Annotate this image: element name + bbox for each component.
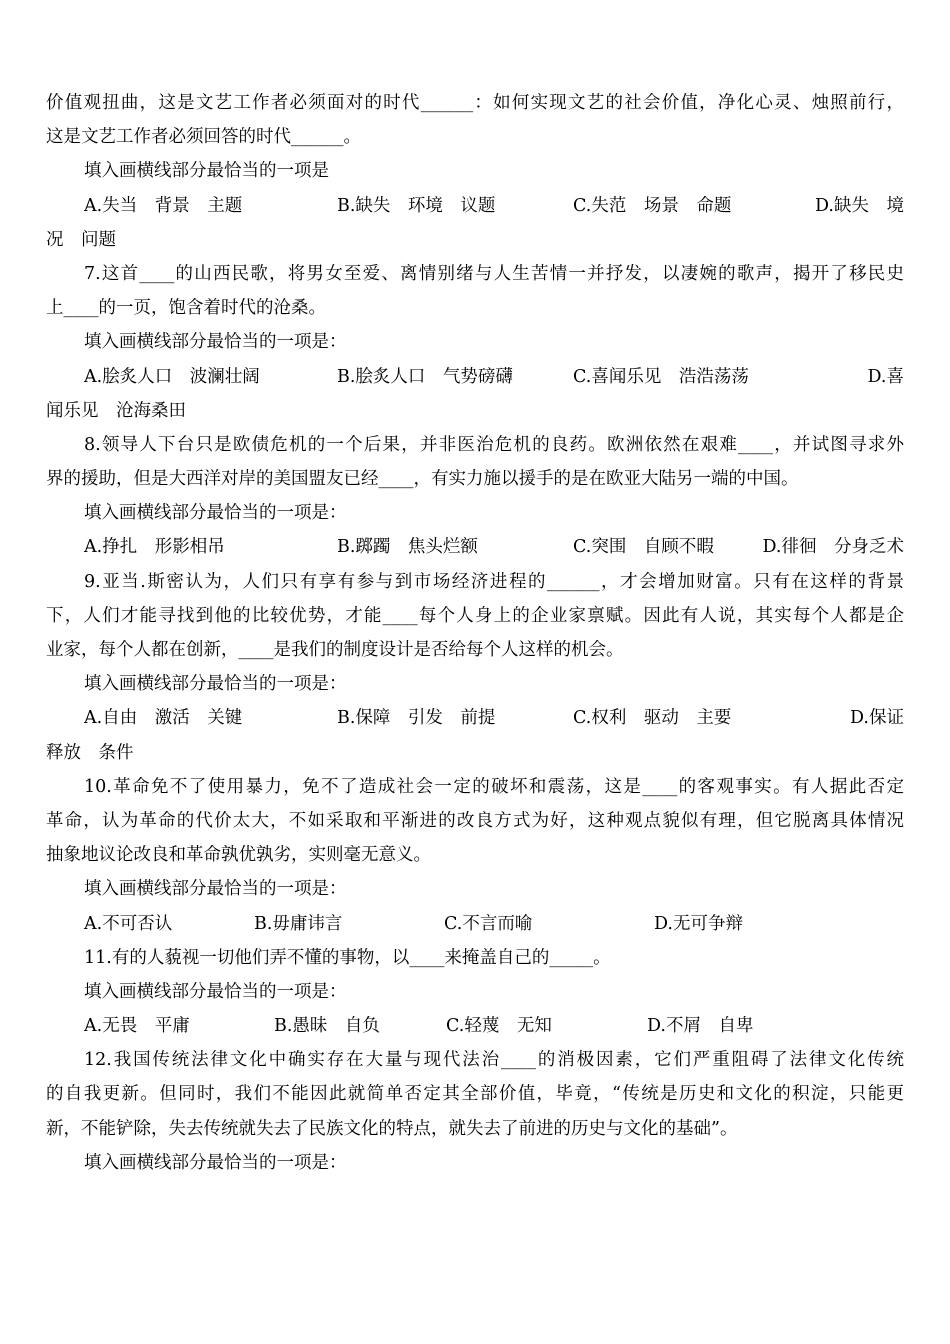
text-line: 上____的一页，饱含着时代的沧桑。	[46, 298, 326, 319]
answer-options	[46, 530, 904, 564]
text-line: 填入画横线部分最恰当的一项是：	[84, 674, 347, 695]
text-line: 这是文艺工作者必须回答的时代______。	[46, 127, 361, 148]
text-line: 7.这首____的山西民歌，将男女至爱、离情别绪与人生苦情一并抒发，以凄婉的歌声，揭开了移民史	[84, 263, 904, 284]
answer-options	[46, 701, 904, 735]
answer-option: D.保证	[850, 708, 904, 729]
answer-options	[46, 907, 904, 941]
text-line: 10.革命免不了使用暴力，免不了造成社会一定的破坏和震荡，这是____的客观事实。有人据此否定	[84, 776, 904, 797]
text-line: 填入画横线部分最恰当的一项是：	[84, 332, 347, 353]
text-line: 9.亚当.斯密认为，人们只有享有参与到市场经济进程的______，才会增加财富。只有在这样的背景	[84, 571, 904, 592]
text-line: 11.有的人藐视一切他们弄不懂的事物，以____来掩盖自己的_____。	[84, 947, 611, 968]
answer-option: B.踯躅 焦头烂额	[337, 537, 478, 558]
text-line: 12.我国传统法律文化中确实存在大量与现代法治____的消极因素，它们严重阻碍了法律文化传统	[84, 1050, 904, 1071]
text-line: 填入画横线部分最恰当的一项是：	[84, 879, 347, 900]
answer-options	[46, 1009, 904, 1043]
answer-option: B.愚昧 自负	[274, 1016, 380, 1037]
text-line: 填入画横线部分最恰当的一项是：	[84, 1152, 347, 1173]
text-line: 新，不能铲除，失去传统就失去了民族文化的特点，就失去了前进的历史与文化的基础”。	[46, 1118, 738, 1139]
answer-option: A.脍炙人口 波澜壮阔	[84, 366, 260, 387]
answer-option: D.不屑 自卑	[647, 1016, 754, 1037]
answer-option: B.保障 引发 前提	[337, 708, 496, 729]
text-line: 填入画横线部分最恰当的一项是：	[84, 981, 347, 1002]
answer-option: B.毋庸讳言	[254, 913, 343, 934]
text-line: 界的援助，但是大西洋对岸的美国盟友已经____，有实力施以援手的是在欧亚大陆另一端的中国。	[46, 469, 799, 490]
answer-option: C.失范 场景 命题	[573, 195, 732, 216]
answer-option: C.喜闻乐见 浩浩荡荡	[573, 366, 749, 387]
text-line: 业家，每个人都在创新，____是我们的制度设计是否给每个人这样的机会。	[46, 640, 624, 660]
answer-option: C.突围 自顾不暇	[573, 537, 714, 558]
answer-option: A.失当 背景 主题	[84, 195, 243, 216]
answer-option: A.无畏 平庸	[84, 1016, 190, 1037]
answer-option: C.轻蔑 无知	[446, 1016, 552, 1037]
text-line: 下，人们才能寻找到他的比较优势，才能____每个人身上的企业家禀赋。因此有人说，其实每个人都是企	[46, 605, 904, 626]
document-page	[46, 86, 904, 1180]
answer-option: A.不可否认	[84, 913, 173, 934]
answer-options	[46, 189, 904, 223]
text-line: 况 问题	[46, 229, 116, 250]
answer-option: D.喜	[867, 366, 904, 387]
answer-option: D.缺失 境	[815, 195, 904, 216]
answer-option: B.脍炙人口 气势磅礴	[337, 366, 513, 387]
text-line: 抽象地议论改良和革命孰优孰劣，实则毫无意义。	[46, 845, 431, 866]
text-line: 8.领导人下台只是欧债危机的一个后果，并非医治危机的良药。欧洲依然在艰难____，并试图寻求外	[84, 434, 904, 455]
text-line: 填入画横线部分最恰当的一项是：	[84, 503, 347, 524]
answer-options	[46, 360, 904, 394]
answer-option: A.挣扎 形影相吊	[84, 537, 225, 558]
text-line: 价值观扭曲，这是文艺工作者必须面对的时代______：如何实现文艺的社会价值，净化心灵、烛照前行，	[46, 93, 904, 113]
text-line: 的自我更新。但同时，我们不能因此就简单否定其全部价值，毕竟，“传统是历史和文化的积淀，只能更	[46, 1084, 904, 1105]
text-line: 释放 条件	[46, 742, 134, 763]
answer-option: D.无可争辩	[654, 913, 743, 934]
answer-option: C.不言而喻	[444, 913, 533, 934]
text-line: 闻乐见 沧海桑田	[46, 400, 186, 421]
answer-option: C.权利 驱动 主要	[573, 708, 732, 729]
text-line: 革命，认为革命的代价太大，不如采取和平渐进的改良方式为好，这种观点貌似有理，但它脱离具体情况	[46, 810, 904, 831]
answer-option: A.自由 激活 关键	[84, 708, 243, 729]
answer-option: D.徘徊 分身乏术	[762, 537, 904, 558]
answer-option: B.缺失 环境 议题	[337, 195, 496, 216]
text-line: 填入画横线部分最恰当的一项是	[84, 161, 329, 182]
